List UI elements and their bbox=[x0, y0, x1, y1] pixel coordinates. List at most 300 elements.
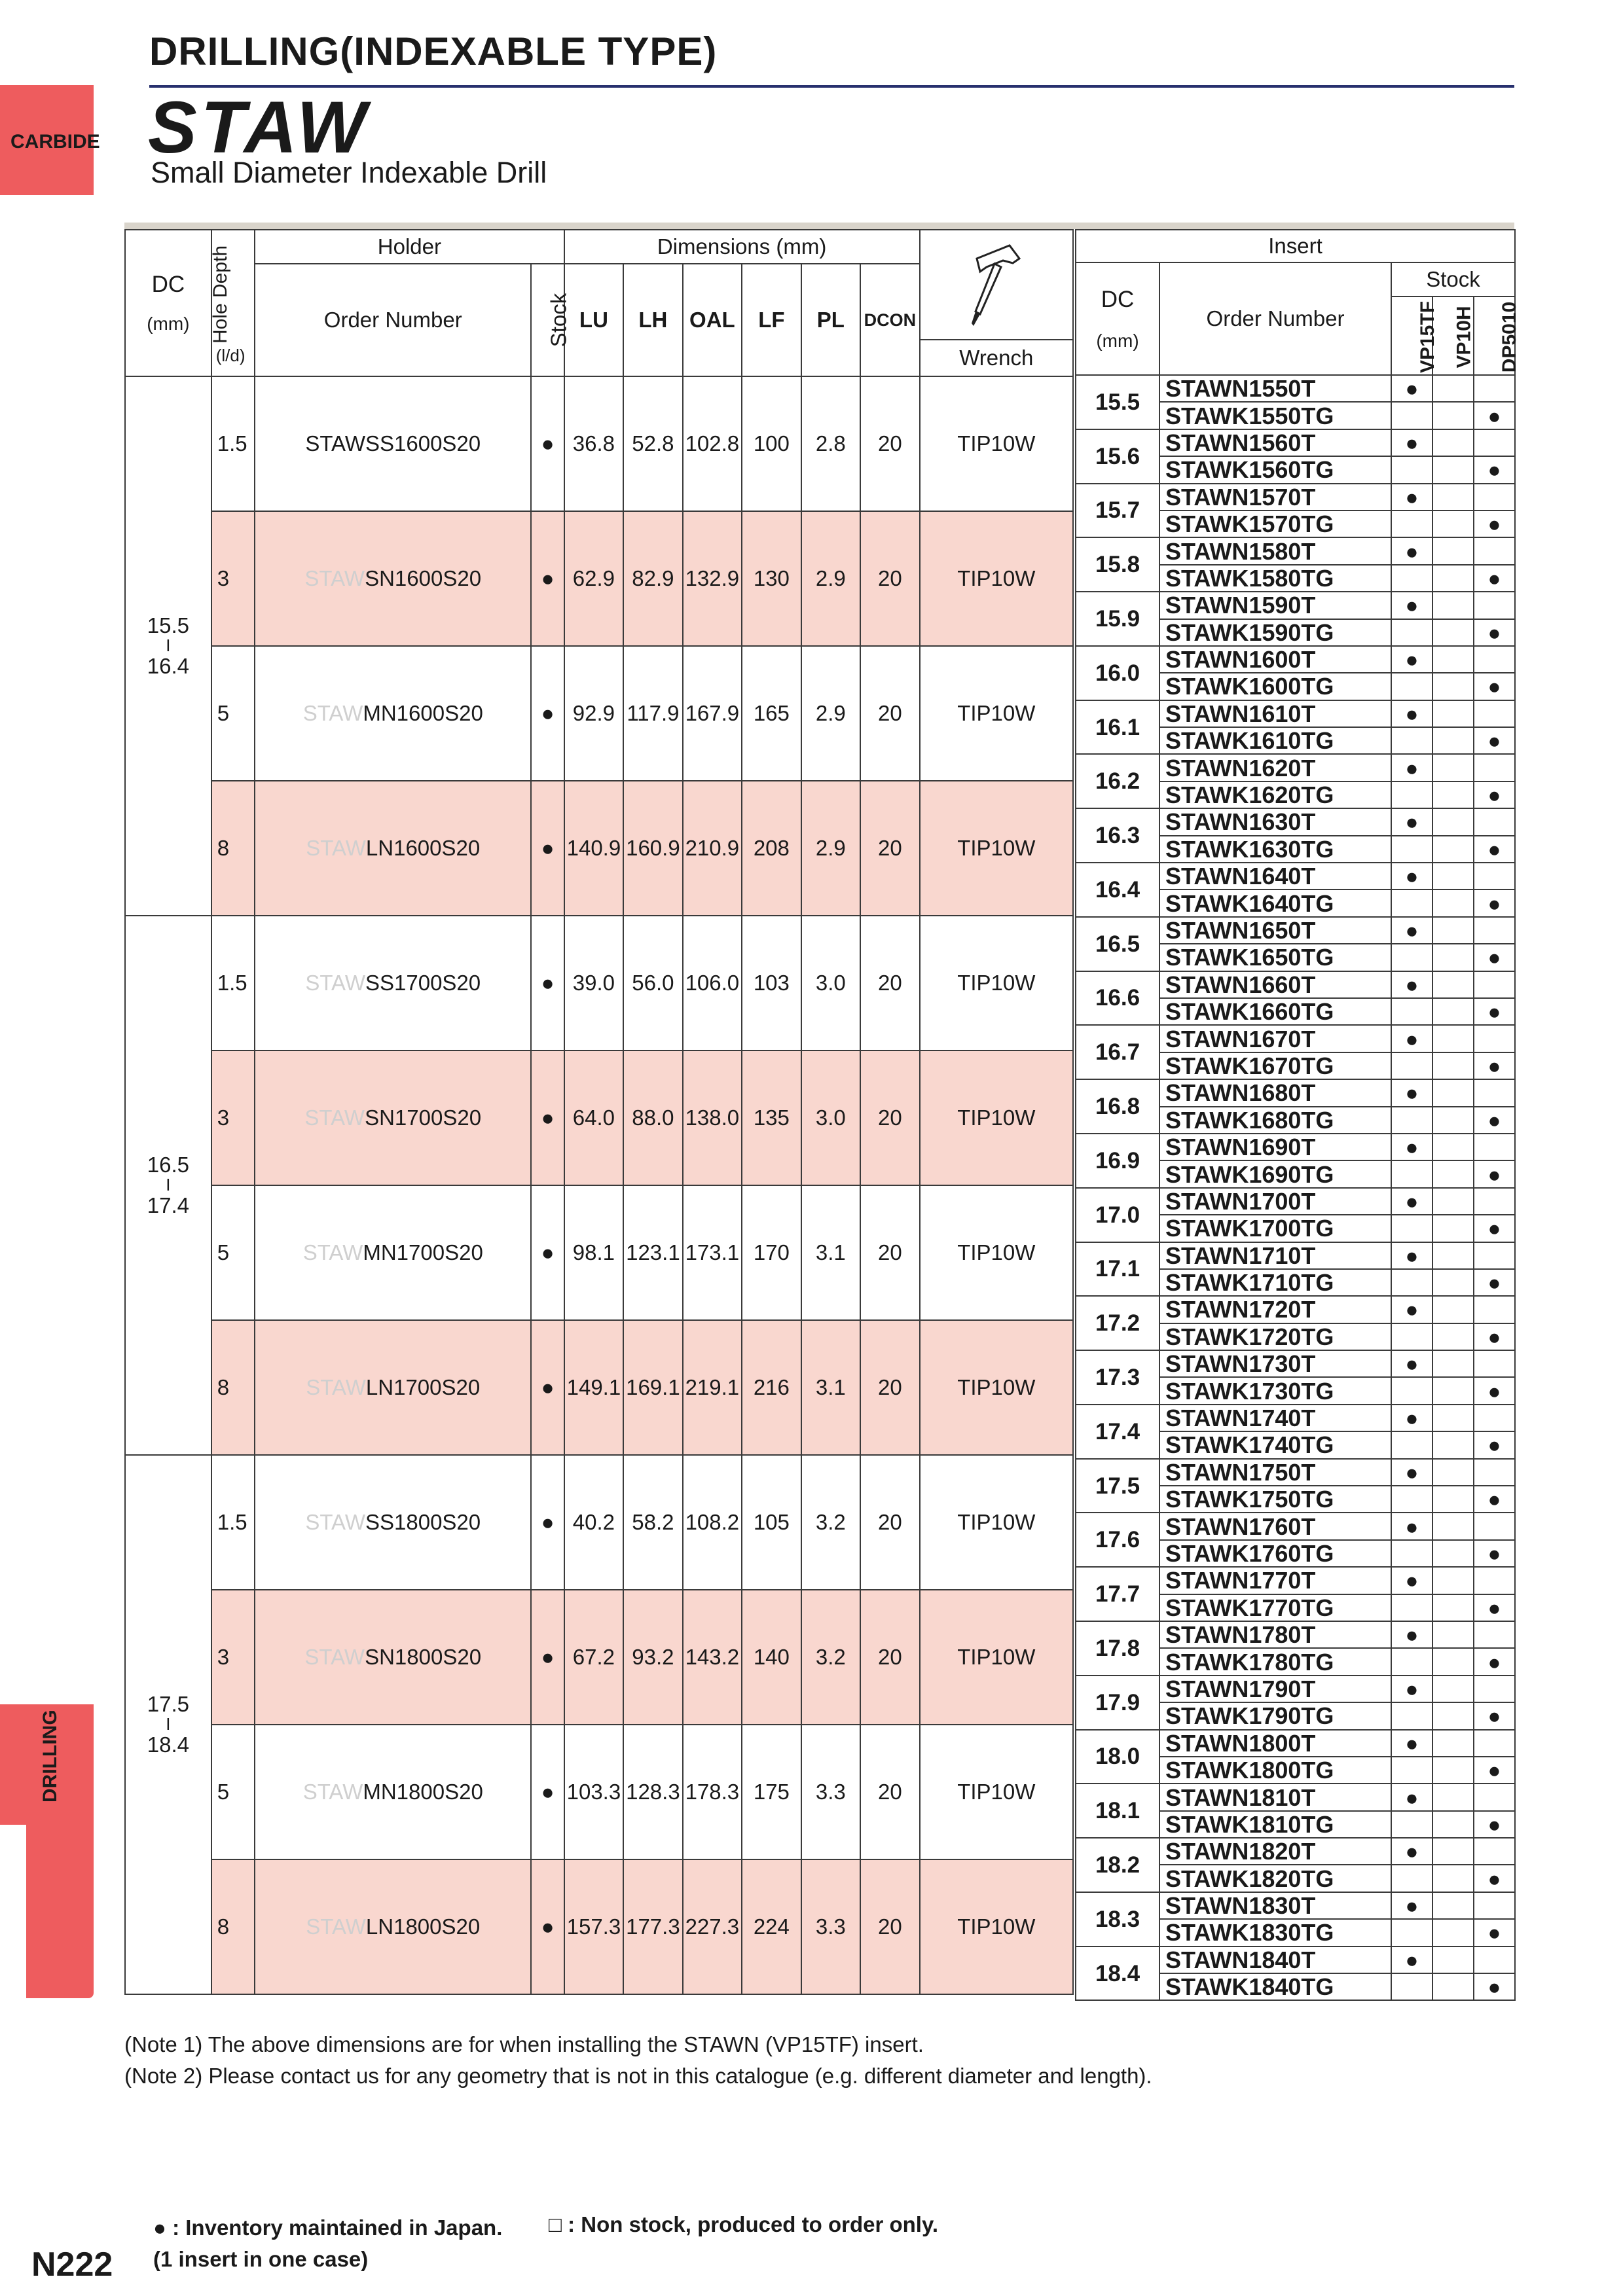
holder-stock-mark: ● bbox=[531, 1320, 564, 1455]
pl-cell: 3.3 bbox=[801, 1859, 860, 1994]
holder-row bbox=[125, 1320, 1073, 1455]
insert-stock-vp15tf: ● bbox=[1391, 1296, 1432, 1323]
holder-stock-mark: ● bbox=[531, 646, 564, 781]
insert-order-number: STAWK1580TG bbox=[1159, 565, 1391, 592]
insert-stock-vp15tf: ● bbox=[1391, 429, 1432, 456]
insert-order-number: STAWK1790TG bbox=[1159, 1702, 1391, 1729]
insert-stock-vp15tf bbox=[1391, 1215, 1432, 1242]
holder-order-number bbox=[255, 1050, 531, 1185]
insert-row bbox=[1076, 1134, 1515, 1160]
lf-cell: 105 bbox=[742, 1455, 801, 1590]
insert-order-number: STAWN1820T bbox=[1159, 1838, 1391, 1865]
insert-stock-vp15tf bbox=[1391, 1973, 1432, 2000]
holder-order-number bbox=[255, 1185, 531, 1320]
dcon-cell: 20 bbox=[860, 1455, 919, 1590]
insert-row bbox=[1076, 1459, 1515, 1486]
pl-cell: 3.2 bbox=[801, 1590, 860, 1725]
holder-stock-mark: ● bbox=[531, 1725, 564, 1859]
hole-depth-cell: 1.5 bbox=[211, 376, 255, 511]
insert-stock-vp15tf: ● bbox=[1391, 1025, 1432, 1052]
insert-stock-vp15tf bbox=[1391, 1107, 1432, 1134]
lf-cell: 135 bbox=[742, 1050, 801, 1185]
insert-stock-vp10h bbox=[1432, 1296, 1474, 1323]
insert-order-number: STAWK1600TG bbox=[1159, 673, 1391, 700]
insert-stock-vp15tf bbox=[1391, 619, 1432, 646]
insert-order-number: STAWN1620T bbox=[1159, 754, 1391, 781]
insert-stock-vp10h bbox=[1432, 1134, 1474, 1160]
holder-order-number bbox=[255, 646, 531, 781]
oal-cell: 167.9 bbox=[683, 646, 742, 781]
insert-stock-vp10h bbox=[1432, 1459, 1474, 1486]
insert-dc: 16.3 bbox=[1076, 808, 1159, 863]
insert-stock-vp15tf bbox=[1391, 1323, 1432, 1350]
insert-stock-dp5010: ● bbox=[1474, 1811, 1515, 1838]
insert-stock-vp10h bbox=[1432, 537, 1474, 564]
holder-row bbox=[125, 1455, 1073, 1590]
insert-stock-vp10h bbox=[1432, 1052, 1474, 1079]
insert-stock-vp10h bbox=[1432, 836, 1474, 863]
notes bbox=[124, 2029, 1152, 2092]
insert-stock-dp5010: ● bbox=[1474, 944, 1515, 971]
insert-dc: 16.5 bbox=[1076, 917, 1159, 971]
insert-row bbox=[1076, 592, 1515, 619]
insert-dc: 16.9 bbox=[1076, 1134, 1159, 1188]
insert-dc: 18.4 bbox=[1076, 1946, 1159, 2001]
holder-row bbox=[125, 376, 1073, 511]
insert-stock-dp5010 bbox=[1474, 1079, 1515, 1106]
insert-dc: 17.4 bbox=[1076, 1405, 1159, 1459]
lh-cell: 56.0 bbox=[623, 916, 682, 1050]
insert-stock-dp5010 bbox=[1474, 1459, 1515, 1486]
insert-stock-vp15tf: ● bbox=[1391, 754, 1432, 781]
insert-order-number: STAWN1550T bbox=[1159, 375, 1391, 402]
insert-stock-vp10h bbox=[1432, 1107, 1474, 1134]
insert-order-number: STAWN1580T bbox=[1159, 537, 1391, 564]
insert-order-number: STAWN1660T bbox=[1159, 971, 1391, 998]
insert-stock-vp10h bbox=[1432, 429, 1474, 456]
pl-cell: 2.9 bbox=[801, 781, 860, 916]
insert-dc: 16.2 bbox=[1076, 754, 1159, 808]
insert-stock-vp15tf: ● bbox=[1391, 1784, 1432, 1810]
dcon-cell: 20 bbox=[860, 916, 919, 1050]
insert-order-number: STAWK1650TG bbox=[1159, 944, 1391, 971]
insert-stock-dp5010 bbox=[1474, 1134, 1515, 1160]
insert-row bbox=[1076, 1350, 1515, 1377]
insert-stock-vp15tf bbox=[1391, 1431, 1432, 1458]
pl-cell: 3.3 bbox=[801, 1725, 860, 1859]
dcon-cell: 20 bbox=[860, 1320, 919, 1455]
insert-stock-dp5010 bbox=[1474, 1188, 1515, 1215]
hole-depth-cell: 1.5 bbox=[211, 916, 255, 1050]
insert-stock-vp15tf bbox=[1391, 1648, 1432, 1675]
insert-stock-dp5010 bbox=[1474, 429, 1515, 456]
insert-order-number-header: Order Number bbox=[1159, 262, 1391, 375]
insert-row bbox=[1076, 1567, 1515, 1594]
insert-stock-vp15tf: ● bbox=[1391, 1350, 1432, 1377]
order-prefix: STAW bbox=[302, 1240, 363, 1265]
insert-stock-dp5010 bbox=[1474, 700, 1515, 727]
lh-cell: 58.2 bbox=[623, 1455, 682, 1590]
insert-order-number: STAWK1730TG bbox=[1159, 1377, 1391, 1404]
lf-cell: 100 bbox=[742, 376, 801, 511]
insert-order-number: STAWK1750TG bbox=[1159, 1486, 1391, 1513]
insert-stock-vp15tf bbox=[1391, 1052, 1432, 1079]
insert-stock-vp10h bbox=[1432, 402, 1474, 429]
insert-dc: 16.8 bbox=[1076, 1079, 1159, 1134]
insert-row bbox=[1076, 917, 1515, 944]
hole-depth-cell: 5 bbox=[211, 1725, 255, 1859]
insert-row bbox=[1076, 1892, 1515, 1919]
lf-cell: 216 bbox=[742, 1320, 801, 1455]
insert-stock-vp15tf bbox=[1391, 1702, 1432, 1729]
dimensions-header: Dimensions (mm) bbox=[564, 230, 920, 264]
insert-stock-vp10h bbox=[1432, 1350, 1474, 1377]
insert-dc: 17.5 bbox=[1076, 1459, 1159, 1513]
dcon-cell: 20 bbox=[860, 1185, 919, 1320]
order-suffix: SN1800S20 bbox=[365, 1645, 482, 1669]
insert-stock-vp15tf bbox=[1391, 456, 1432, 483]
insert-stock-dp5010 bbox=[1474, 1513, 1515, 1539]
wrench-cell: TIP10W bbox=[920, 1050, 1073, 1185]
order-prefix: STAW bbox=[305, 1510, 365, 1534]
insert-stock-vp15tf: ● bbox=[1391, 1134, 1432, 1160]
order-suffix: MN1800S20 bbox=[363, 1780, 483, 1804]
insert-row bbox=[1076, 808, 1515, 835]
holder-dc-range bbox=[125, 376, 211, 916]
insert-dc-header: DC (mm) bbox=[1076, 262, 1159, 375]
holder-dc-range bbox=[125, 1455, 211, 1994]
insert-header: Insert bbox=[1076, 230, 1515, 262]
wrench-header: Wrench bbox=[920, 230, 1073, 376]
insert-stock-vp10h bbox=[1432, 1540, 1474, 1567]
lu-cell: 39.0 bbox=[564, 916, 623, 1050]
insert-order-number: STAWN1690T bbox=[1159, 1134, 1391, 1160]
dc-range-dc-sep: I bbox=[166, 1714, 171, 1734]
insert-stock-vp10h bbox=[1432, 484, 1474, 511]
insert-stock-dp5010 bbox=[1474, 1838, 1515, 1865]
dcon-cell: 20 bbox=[860, 1859, 919, 1994]
insert-stock-vp15tf bbox=[1391, 402, 1432, 429]
insert-stock-vp15tf bbox=[1391, 889, 1432, 916]
hole-depth-cell: 5 bbox=[211, 646, 255, 781]
insert-stock-vp10h bbox=[1432, 1025, 1474, 1052]
lf-cell: 208 bbox=[742, 781, 801, 916]
insert-order-number: STAWN1840T bbox=[1159, 1946, 1391, 1973]
lh-cell: 82.9 bbox=[623, 511, 682, 646]
insert-order-number: STAWN1640T bbox=[1159, 863, 1391, 889]
insert-row bbox=[1076, 1784, 1515, 1810]
insert-order-number: STAWK1560TG bbox=[1159, 456, 1391, 483]
insert-row bbox=[1076, 537, 1515, 564]
order-suffix: SS1600S20 bbox=[365, 431, 481, 456]
wrench-cell: TIP10W bbox=[920, 1859, 1073, 1994]
insert-dc: 16.7 bbox=[1076, 1025, 1159, 1079]
insert-stock-vp15tf: ● bbox=[1391, 1621, 1432, 1648]
lh-cell: 117.9 bbox=[623, 646, 682, 781]
insert-order-number: STAWN1630T bbox=[1159, 808, 1391, 835]
legend-nonstock bbox=[549, 2212, 938, 2237]
dc-range-dc-from: 17.5 bbox=[147, 1691, 189, 1716]
insert-order-number: STAWN1710T bbox=[1159, 1242, 1391, 1269]
insert-order-number: STAWK1810TG bbox=[1159, 1811, 1391, 1838]
insert-stock-vp15tf: ● bbox=[1391, 1946, 1432, 1973]
insert-stock-vp10h bbox=[1432, 917, 1474, 944]
insert-stock-dp5010 bbox=[1474, 592, 1515, 619]
insert-stock-dp5010: ● bbox=[1474, 781, 1515, 808]
oal-header: OAL bbox=[683, 264, 742, 376]
insert-row bbox=[1076, 1242, 1515, 1269]
holder-stock-mark: ● bbox=[531, 781, 564, 916]
pl-cell: 3.1 bbox=[801, 1185, 860, 1320]
hole-depth-cell: 3 bbox=[211, 1590, 255, 1725]
insert-order-number: STAWK1840TG bbox=[1159, 1973, 1391, 2000]
lh-cell: 160.9 bbox=[623, 781, 682, 916]
dc-range-dc-from: 16.5 bbox=[147, 1152, 189, 1177]
holder-row bbox=[125, 646, 1073, 781]
insert-stock-vp10h bbox=[1432, 1567, 1474, 1594]
holder-row bbox=[125, 916, 1073, 1050]
lh-header: LH bbox=[623, 264, 682, 376]
holder-stock-mark: ● bbox=[531, 511, 564, 646]
insert-stock-vp10h bbox=[1432, 1160, 1474, 1187]
lf-cell: 224 bbox=[742, 1859, 801, 1994]
insert-stock-vp15tf bbox=[1391, 836, 1432, 863]
insert-stock-vp10h bbox=[1432, 1594, 1474, 1621]
hole-depth-cell: 5 bbox=[211, 1185, 255, 1320]
dcon-cell: 20 bbox=[860, 646, 919, 781]
insert-stock-vp10h bbox=[1432, 944, 1474, 971]
insert-stock-vp10h bbox=[1432, 1757, 1474, 1784]
holder-row bbox=[125, 1725, 1073, 1859]
holder-stock-mark: ● bbox=[531, 1050, 564, 1185]
insert-row bbox=[1076, 1676, 1515, 1702]
insert-dc: 18.1 bbox=[1076, 1784, 1159, 1838]
insert-stock-vp15tf: ● bbox=[1391, 863, 1432, 889]
side-tab-drilling-label: DRILLING bbox=[39, 1710, 61, 1803]
insert-stock-vp10h bbox=[1432, 1838, 1474, 1865]
holder-order-number bbox=[255, 511, 531, 646]
insert-stock-dp5010: ● bbox=[1474, 1865, 1515, 1892]
insert-stock-dp5010: ● bbox=[1474, 1269, 1515, 1296]
lf-cell: 170 bbox=[742, 1185, 801, 1320]
oal-cell: 178.3 bbox=[683, 1725, 742, 1859]
pl-cell: 2.9 bbox=[801, 511, 860, 646]
insert-stock-vp15tf bbox=[1391, 1160, 1432, 1187]
insert-stock-dp5010 bbox=[1474, 1892, 1515, 1919]
holder-order-number bbox=[255, 1725, 531, 1859]
pl-cell: 2.9 bbox=[801, 646, 860, 781]
lu-cell: 64.0 bbox=[564, 1050, 623, 1185]
insert-stock-dp5010: ● bbox=[1474, 1052, 1515, 1079]
insert-stock-vp10h bbox=[1432, 1702, 1474, 1729]
insert-stock-vp10h bbox=[1432, 565, 1474, 592]
insert-row bbox=[1076, 429, 1515, 456]
lf-header: LF bbox=[742, 264, 801, 376]
lf-cell: 165 bbox=[742, 646, 801, 781]
insert-order-number: STAWN1740T bbox=[1159, 1405, 1391, 1431]
insert-order-number: STAWK1630TG bbox=[1159, 836, 1391, 863]
order-prefix: STAW bbox=[305, 971, 365, 995]
insert-row bbox=[1076, 375, 1515, 402]
stock-text: : Inventory maintained in Japan. bbox=[172, 2215, 503, 2240]
insert-stock-vp10h bbox=[1432, 1919, 1474, 1946]
insert-stock-dp5010 bbox=[1474, 375, 1515, 402]
insert-stock-vp15tf: ● bbox=[1391, 971, 1432, 998]
insert-stock-vp15tf: ● bbox=[1391, 484, 1432, 511]
insert-row bbox=[1076, 1405, 1515, 1431]
insert-stock-vp10h bbox=[1432, 808, 1474, 835]
insert-stock-vp15tf: ● bbox=[1391, 808, 1432, 835]
insert-stock-vp15tf: ● bbox=[1391, 917, 1432, 944]
order-prefix: STAW bbox=[306, 1375, 366, 1399]
insert-order-number: STAWN1750T bbox=[1159, 1459, 1391, 1486]
insert-stock-dp5010: ● bbox=[1474, 1160, 1515, 1187]
insert-stock-vp10h bbox=[1432, 1648, 1474, 1675]
insert-stock-vp15tf: ● bbox=[1391, 375, 1432, 402]
insert-stock-dp5010 bbox=[1474, 484, 1515, 511]
insert-order-number: STAWN1610T bbox=[1159, 700, 1391, 727]
insert-stock-dp5010: ● bbox=[1474, 998, 1515, 1025]
insert-stock-vp15tf bbox=[1391, 1269, 1432, 1296]
insert-dc: 16.4 bbox=[1076, 863, 1159, 917]
insert-stock-vp10h bbox=[1432, 863, 1474, 889]
insert-stock-dp5010: ● bbox=[1474, 727, 1515, 754]
insert-dc: 17.3 bbox=[1076, 1350, 1159, 1405]
insert-order-number: STAWN1730T bbox=[1159, 1350, 1391, 1377]
insert-stock-vp10h bbox=[1432, 1486, 1474, 1513]
insert-stock-vp10h bbox=[1432, 1730, 1474, 1757]
insert-stock-vp10h bbox=[1432, 1865, 1474, 1892]
note-1: (Note 1) The above dimensions are for when installing the STAWN (VP15TF) insert. bbox=[124, 2032, 924, 2056]
order-prefix: STAW bbox=[306, 836, 366, 860]
insert-stock-dp5010: ● bbox=[1474, 1107, 1515, 1134]
holder-stock-mark: ● bbox=[531, 1455, 564, 1590]
insert-stock-header: Stock bbox=[1391, 262, 1515, 296]
grade-vp10h-header: VP10H bbox=[1432, 296, 1474, 375]
insert-stock-vp10h bbox=[1432, 375, 1474, 402]
insert-stock-dp5010 bbox=[1474, 1730, 1515, 1757]
insert-order-number: STAWN1780T bbox=[1159, 1621, 1391, 1648]
lf-cell: 175 bbox=[742, 1725, 801, 1859]
dcon-cell: 20 bbox=[860, 376, 919, 511]
oal-cell: 108.2 bbox=[683, 1455, 742, 1590]
insert-stock-dp5010 bbox=[1474, 917, 1515, 944]
insert-stock-vp10h bbox=[1432, 592, 1474, 619]
insert-row bbox=[1076, 484, 1515, 511]
stock-symbol: ● bbox=[153, 2215, 166, 2240]
order-prefix: STAW bbox=[304, 566, 365, 590]
insert-order-number: STAWK1640TG bbox=[1159, 889, 1391, 916]
oal-cell: 210.9 bbox=[683, 781, 742, 916]
insert-stock-dp5010: ● bbox=[1474, 1702, 1515, 1729]
insert-stock-dp5010: ● bbox=[1474, 1648, 1515, 1675]
insert-order-number: STAWK1550TG bbox=[1159, 402, 1391, 429]
insert-stock-vp10h bbox=[1432, 727, 1474, 754]
insert-order-number: STAWN1770T bbox=[1159, 1567, 1391, 1594]
pl-header: PL bbox=[801, 264, 860, 376]
insert-stock-vp15tf: ● bbox=[1391, 1513, 1432, 1539]
holder-order-number bbox=[255, 1455, 531, 1590]
wrench-cell: TIP10W bbox=[920, 376, 1073, 511]
insert-stock-dp5010: ● bbox=[1474, 1323, 1515, 1350]
oal-cell: 143.2 bbox=[683, 1590, 742, 1725]
insert-row bbox=[1076, 1838, 1515, 1865]
pl-cell: 3.0 bbox=[801, 916, 860, 1050]
insert-order-number: STAWN1720T bbox=[1159, 1296, 1391, 1323]
insert-stock-dp5010 bbox=[1474, 1784, 1515, 1810]
oal-cell: 138.0 bbox=[683, 1050, 742, 1185]
insert-row bbox=[1076, 971, 1515, 998]
lh-cell: 177.3 bbox=[623, 1859, 682, 1994]
insert-stock-vp10h bbox=[1432, 1811, 1474, 1838]
dc-range-dc-to: 18.4 bbox=[147, 1732, 189, 1757]
insert-stock-vp10h bbox=[1432, 1946, 1474, 1973]
holder-order-number bbox=[255, 376, 531, 511]
lu-cell: 98.1 bbox=[564, 1185, 623, 1320]
insert-dc: 15.6 bbox=[1076, 429, 1159, 484]
insert-order-number: STAWK1700TG bbox=[1159, 1215, 1391, 1242]
holder-order-number bbox=[255, 1320, 531, 1455]
holder-stock-header: Stock bbox=[531, 264, 564, 376]
lu-header: LU bbox=[564, 264, 623, 376]
insert-stock-vp15tf: ● bbox=[1391, 1567, 1432, 1594]
insert-dc: 17.1 bbox=[1076, 1242, 1159, 1297]
insert-stock-vp15tf: ● bbox=[1391, 592, 1432, 619]
product-name: STAW bbox=[148, 86, 371, 168]
insert-stock-dp5010: ● bbox=[1474, 565, 1515, 592]
insert-stock-dp5010: ● bbox=[1474, 1540, 1515, 1567]
insert-dc: 15.5 bbox=[1076, 375, 1159, 429]
insert-order-number: STAWK1670TG bbox=[1159, 1052, 1391, 1079]
insert-stock-vp10h bbox=[1432, 646, 1474, 673]
dcon-cell: 20 bbox=[860, 781, 919, 916]
holder-row bbox=[125, 1050, 1073, 1185]
insert-row bbox=[1076, 1946, 1515, 1973]
insert-dc: 17.6 bbox=[1076, 1513, 1159, 1567]
insert-order-number: STAWN1700T bbox=[1159, 1188, 1391, 1215]
insert-stock-dp5010 bbox=[1474, 646, 1515, 673]
holder-stock-mark: ● bbox=[531, 1185, 564, 1320]
insert-stock-vp15tf bbox=[1391, 1757, 1432, 1784]
insert-stock-dp5010: ● bbox=[1474, 511, 1515, 537]
wrench-cell: TIP10W bbox=[920, 511, 1073, 646]
order-suffix: LN1800S20 bbox=[365, 1914, 481, 1939]
holder-row bbox=[125, 1859, 1073, 1994]
order-prefix: STAW bbox=[305, 431, 365, 456]
insert-stock-dp5010: ● bbox=[1474, 673, 1515, 700]
insert-stock-vp15tf bbox=[1391, 1811, 1432, 1838]
section-title: DRILLING(INDEXABLE TYPE) bbox=[149, 29, 718, 73]
hole-depth-header: Hole Depth (l/d) bbox=[211, 230, 255, 376]
hole-depth-cell: 8 bbox=[211, 1320, 255, 1455]
pl-cell: 3.1 bbox=[801, 1320, 860, 1455]
insert-stock-dp5010 bbox=[1474, 754, 1515, 781]
pl-cell: 2.8 bbox=[801, 376, 860, 511]
order-suffix: SN1600S20 bbox=[365, 566, 482, 590]
wrench-cell: TIP10W bbox=[920, 1725, 1073, 1859]
pl-cell: 3.2 bbox=[801, 1455, 860, 1590]
insert-stock-vp10h bbox=[1432, 1892, 1474, 1919]
holder-stock-mark: ● bbox=[531, 916, 564, 1050]
lu-cell: 62.9 bbox=[564, 511, 623, 646]
insert-order-number: STAWK1590TG bbox=[1159, 619, 1391, 646]
oal-cell: 219.1 bbox=[683, 1320, 742, 1455]
holder-order-number bbox=[255, 916, 531, 1050]
lu-cell: 149.1 bbox=[564, 1320, 623, 1455]
order-prefix: STAW bbox=[302, 701, 363, 725]
insert-stock-vp15tf bbox=[1391, 565, 1432, 592]
insert-stock-dp5010 bbox=[1474, 808, 1515, 835]
